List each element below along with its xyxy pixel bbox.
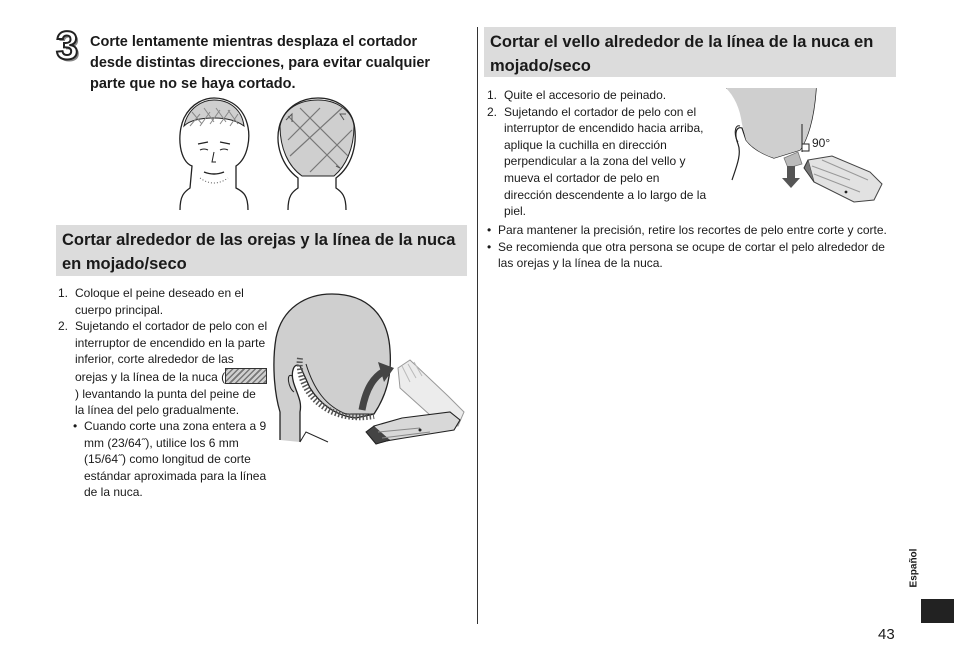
- list-item: [487, 104, 709, 220]
- step-number: 3: [56, 24, 79, 68]
- list-item: [58, 285, 268, 318]
- front-head-figure: [180, 98, 249, 210]
- list-item: • Para mantener la precisión, retire los recortes de pelo entre corte y corte.: [487, 222, 902, 239]
- step-num: 2.: [487, 104, 498, 119]
- page-number: 43: [878, 626, 895, 643]
- step-num: 1.: [487, 88, 498, 102]
- section-heading-neckline-hair: Cortar el vello alrededor de la línea de la nuca en mojado/seco: [484, 27, 896, 77]
- step-3-text: Corte lentamente mientras desplaza el cortador desde distintas direcciones, para evitar cualquier parte que no se haya cortado.: [90, 34, 431, 92]
- perpendicular-trim-illustration: [722, 88, 892, 210]
- step-text-before: Sujetando el cortador de pelo con el interruptor de encendido en la parte inferior, corte alrededor de las orejas y la línea de la nuca (: [75, 319, 268, 384]
- step-text-after: ) levantando la punta del peine de la línea del pelo gradualmente.: [75, 386, 256, 418]
- head-illustrations: [170, 96, 360, 212]
- angle-label: 90°: [812, 136, 831, 150]
- nape-trim-illustration: [270, 292, 470, 452]
- hatched-area-swatch: [225, 368, 267, 384]
- step-num: 1.: [58, 286, 69, 300]
- step-text: Quite el accesorio de peinado.: [504, 88, 667, 102]
- list-item: [487, 87, 709, 104]
- list-item: [58, 318, 268, 419]
- right-notes-list: [487, 222, 902, 272]
- language-label: [906, 540, 922, 596]
- right-steps-list: [487, 87, 709, 220]
- step-text: Sujetando el cortador de pelo con el interruptor de encendido hacia arriba, aplique la cuchilla en dirección perpendicular a la zona del vello y mueva el cortador de pelo en dirección descendente a lo largo de la piel.: [504, 104, 707, 219]
- list-item: • Se recomienda que otra persona se ocupe de cortar el pelo alrededor de las orejas y la línea de la nuca.: [487, 239, 902, 272]
- section-heading-ears-neckline: Cortar alrededor de las orejas y la línea de la nuca en mojado/seco: [56, 225, 467, 276]
- left-steps-list: [58, 285, 268, 419]
- language-tab-marker: [921, 599, 954, 623]
- step-text: Coloque el peine deseado en el cuerpo principal.: [75, 286, 244, 317]
- language-text: Español: [908, 548, 920, 588]
- step-num: 2.: [58, 319, 69, 334]
- list-item: • Cuando corte una zona entera a 9 mm (23/64˝), utilice los 6 mm (15/64˝) como longitud de corte estándar aproximada para la línea de la nuca.: [73, 418, 268, 501]
- left-sub-bullets: [73, 418, 268, 501]
- back-head-figure: [278, 98, 355, 210]
- column-divider: [477, 27, 478, 624]
